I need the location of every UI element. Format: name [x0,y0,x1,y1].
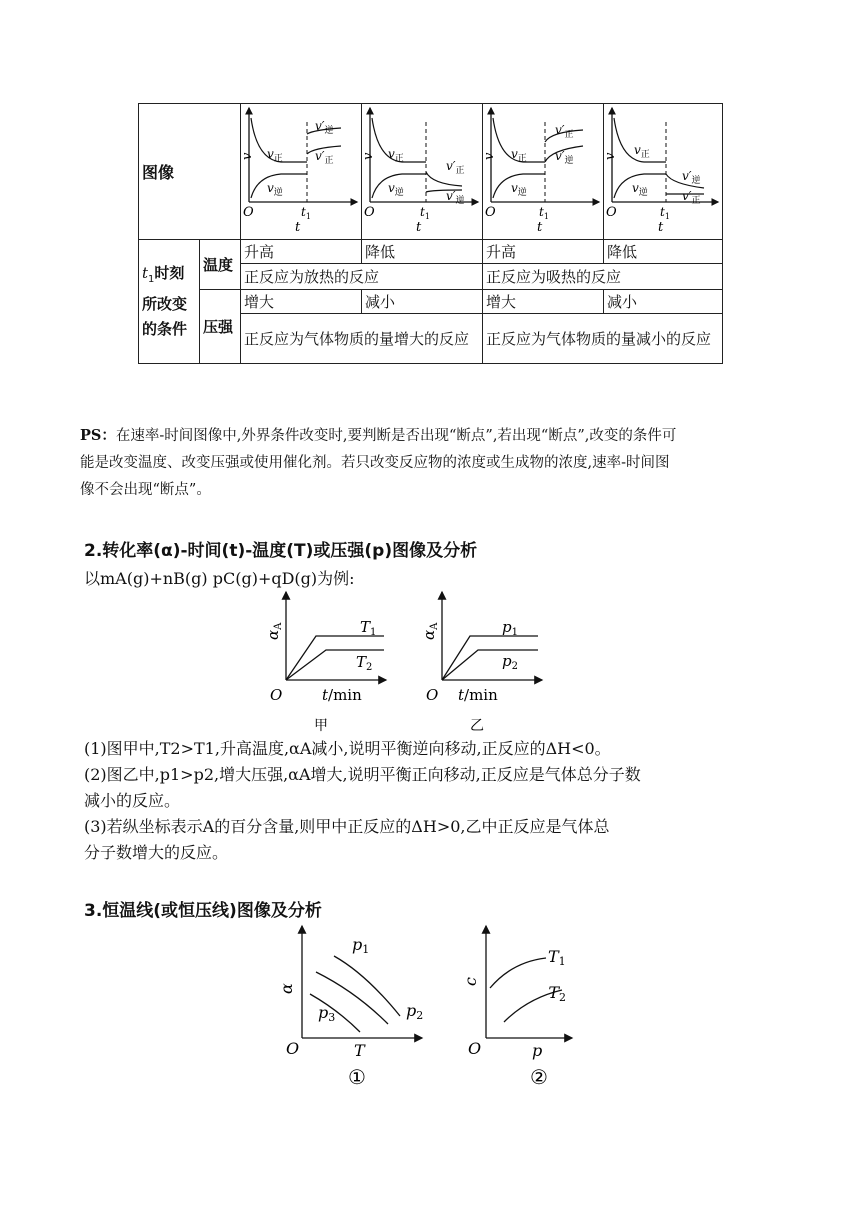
chart-caption-1: ① [348,1065,366,1089]
analysis-p3a: (3)若纵坐标表示A的百分含量,则甲中正反应的ΔH>0,乙中正反应是气体总 [84,817,610,836]
chart-caption-2: ② [530,1065,548,1089]
svg-text:p2: $p_2$ [502,652,518,672]
svg-text:O: O [364,205,375,220]
svg-text:t: t [295,220,301,235]
chart-caption-yi: 乙 [470,718,484,734]
svg-text:v逆: $v_逆$ [388,181,404,198]
svg-text:v′逆: $v'_逆$ [555,149,574,166]
svg-text:v′逆: $v'_逆$ [446,189,465,206]
svg-text:t1: $t_1$ [660,205,670,221]
chart-caption-jia: 甲 [314,718,328,734]
condition-header: $t_1$时刻 所改变 的条件 [139,240,200,364]
vt-graph-3 [483,104,604,240]
svg-text:O: O [286,1039,300,1058]
svg-text:p1: p1 [352,935,370,956]
analysis-p2b: 减小的反应。 [84,791,181,810]
svg-text:t/min: t/min [322,686,362,704]
svg-text:v逆: $v_逆$ [511,181,527,198]
rate-time-table [138,103,723,364]
svg-text:αA: $\alpha_A$ [420,622,440,640]
svg-text:t1: $t_1$ [301,205,311,221]
vt-graph-4 [604,104,723,240]
section2-title: 2.转化率(α)-时间(t)-温度(T)或压强(p)图像及分析 [84,541,478,561]
temp-note: 正反应为吸热的反应 [483,264,723,290]
svg-text:O: O [426,686,439,704]
svg-text:v′正: $v'_正$ [682,189,701,206]
pressure-cell: 减小 [604,290,723,314]
svg-text:v: v [362,152,376,160]
svg-text:v正: $v_正$ [511,147,527,164]
svg-text:t: t [537,220,543,235]
svg-text:T1: $T_1$ [360,618,377,638]
temp-cell: 降低 [362,240,483,264]
section2-analysis [84,736,804,866]
ps-label: PS： [80,427,116,444]
svg-text:v逆: $v_逆$ [632,181,648,198]
temp-cell: 降低 [604,240,723,264]
svg-text:t: t [658,220,664,235]
ps-line: 像不会出现“断点”。 [80,482,211,498]
ps-line: 能是改变温度、改变压强或使用催化剂。若只改变反应物的浓度或生成物的浓度,速率-时间图 [80,455,670,471]
svg-text:t1: $t_1$ [420,205,430,221]
svg-text:t: t [416,220,422,235]
ps-line: 在速率-时间图像中,外界条件改变时,要判断是否出现“断点”,若出现“断点”,改变的条件可 [115,428,677,444]
svg-text:v: v [483,152,497,160]
svg-text:v: v [604,152,618,160]
ps-note [80,422,800,504]
pressure-note: 正反应为气体物质的量减小的反应 [483,314,723,364]
svg-text:v正: $v_正$ [267,147,283,164]
svg-text:p2: p2 [406,1001,424,1022]
vt-graph-1 [241,104,362,240]
analysis-p1: (1)图甲中,T2>T1,升高温度,αA减小,说明平衡逆向移动,正反应的ΔH<0。 [84,739,611,758]
svg-text:O: O [485,205,496,220]
temp-note: 正反应为放热的反应 [241,264,483,290]
section2-example: 以mA(g)+nB(g) pC(g)+qD(g)为例: [84,569,355,588]
svg-text:v正: $v_正$ [388,147,404,164]
pressure-cell: 增大 [483,290,604,314]
svg-text:v: v [241,152,255,160]
svg-text:T2: T2 [548,983,566,1004]
temp-cell: 升高 [483,240,604,264]
pressure-header: 压强 [200,290,241,364]
svg-text:O: O [243,205,254,220]
section3-title: 3.恒温线(或恒压线)图像及分析 [84,901,322,921]
pressure-cell: 减小 [362,290,483,314]
svg-text:t/min: t/min [458,686,498,704]
analysis-p2a: (2)图乙中,p1>p2,增大压强,αA增大,说明平衡正向移动,正反应是气体总分子数 [84,765,641,784]
svg-text:p3: p3 [318,1003,336,1024]
svg-text:α: α [277,983,296,994]
svg-text:t1: $t_1$ [539,205,549,221]
svg-text:T1: T1 [548,947,566,968]
svg-text:O: O [468,1039,482,1058]
image-row-header: 图像 [139,104,241,240]
svg-text:O: O [606,205,617,220]
svg-text:O: O [270,686,283,704]
svg-text:v′正: $v'_正$ [555,123,574,140]
temp-cell: 升高 [241,240,362,264]
vt-graph-2 [362,104,483,240]
svg-text:αA: $\alpha_A$ [264,622,284,640]
svg-text:T: T [354,1041,365,1060]
svg-text:v′逆: $v'_逆$ [315,119,334,136]
svg-text:v′逆: $v'_逆$ [682,169,701,186]
pressure-note: 正反应为气体物质的量增大的反应 [241,314,483,364]
svg-text:v′正: $v'_正$ [446,159,465,176]
isotherm-charts [276,922,576,1092]
svg-text:v逆: $v_逆$ [267,181,283,198]
alpha-time-charts [262,588,562,738]
svg-text:v正: $v_正$ [634,143,650,160]
svg-text:p: p [532,1041,543,1060]
svg-text:p1: $p_1$ [502,618,518,638]
pressure-cell: 增大 [241,290,362,314]
svg-text:T2: $T_2$ [356,653,373,673]
svg-text:c: c [461,977,480,986]
temperature-header: 温度 [200,240,241,290]
svg-text:v′正: $v'_正$ [315,149,334,166]
analysis-p3b: 分子数增大的反应。 [84,843,229,862]
